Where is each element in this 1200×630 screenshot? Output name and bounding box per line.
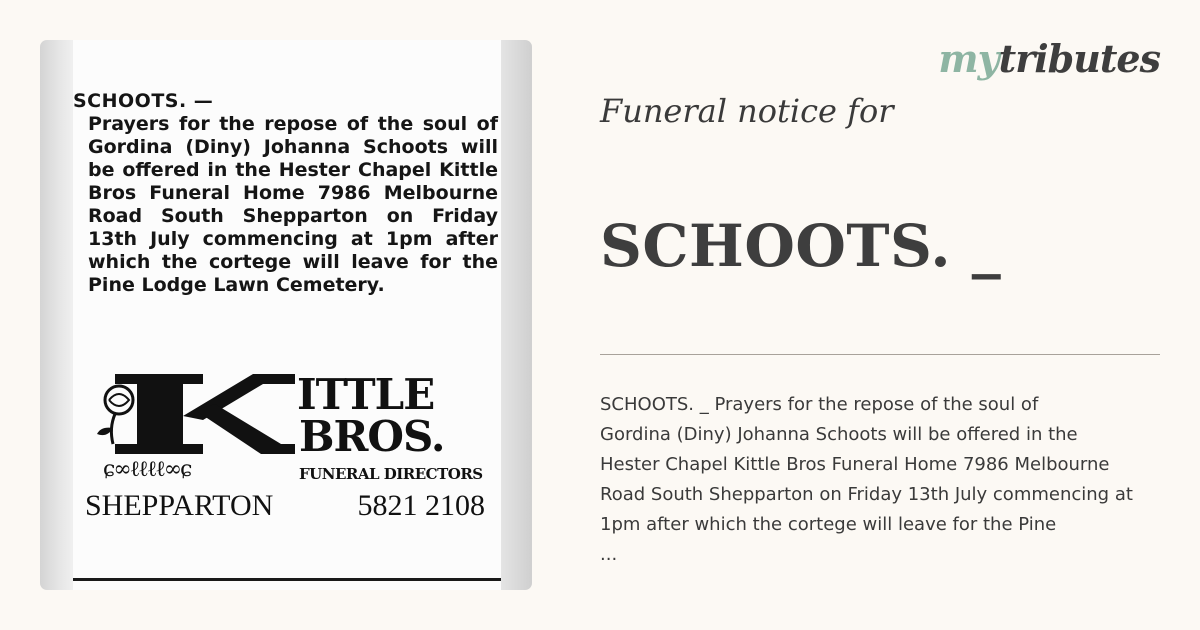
kittle-bros-logo (85, 370, 300, 458)
excerpt-line: Gordina (Diny) Johanna Schoots will be offered in the (600, 424, 1078, 445)
excerpt-line: 1pm after which the cortege will leave for the Pine (600, 514, 1057, 535)
divider (600, 354, 1160, 355)
funeral-director-ad (85, 370, 485, 530)
notice-excerpt (600, 390, 1198, 540)
excerpt-ellipsis: ... (600, 544, 618, 565)
clipping-body: Prayers for the repose of the soul of Gordina (Diny) Johanna Schoots will be offered in the Hester Chapel Kittle Bros Funeral Home 7986 Melbourne Road South Shepparton on Friday 13th July commencing at 1pm after which the cortege will leave for the Pine Lodge Lawn Cemetery. (88, 113, 498, 296)
notice-clipping-image (40, 40, 532, 590)
ad-name-line1: ITTLE (297, 370, 435, 419)
notice-headline: SCHOOTS. _ (600, 212, 1002, 280)
clipping-heading: SCHOOTS. — (73, 90, 214, 112)
excerpt-line: SCHOOTS. _ Prayers for the repose of the soul of (600, 394, 1039, 415)
clipping-paper (73, 40, 501, 590)
logo-part-my: my (938, 36, 999, 81)
k-letter-icon (85, 370, 300, 462)
ad-phone: 5821 2108 (357, 489, 485, 522)
rose-icon (97, 386, 133, 444)
notice-kicker: Funeral notice for (600, 92, 894, 130)
mytributes-logo[interactable] (938, 36, 1160, 81)
clipping-rule (73, 578, 501, 581)
logo-part-tributes: tributes (998, 36, 1160, 81)
ad-town: SHEPPARTON (85, 489, 274, 522)
excerpt-line: Road South Shepparton on Friday 13th July commencing at (600, 484, 1133, 505)
excerpt-line: Hester Chapel Kittle Bros Funeral Home 7986 Melbourne (600, 454, 1110, 475)
scroll-ornament-icon: ɕ∞ℓℓℓℓ∞ɕ (103, 457, 191, 482)
ad-name-line2: BROS. (299, 412, 445, 461)
ad-directors: FUNERAL DIRECTORS (299, 465, 483, 483)
